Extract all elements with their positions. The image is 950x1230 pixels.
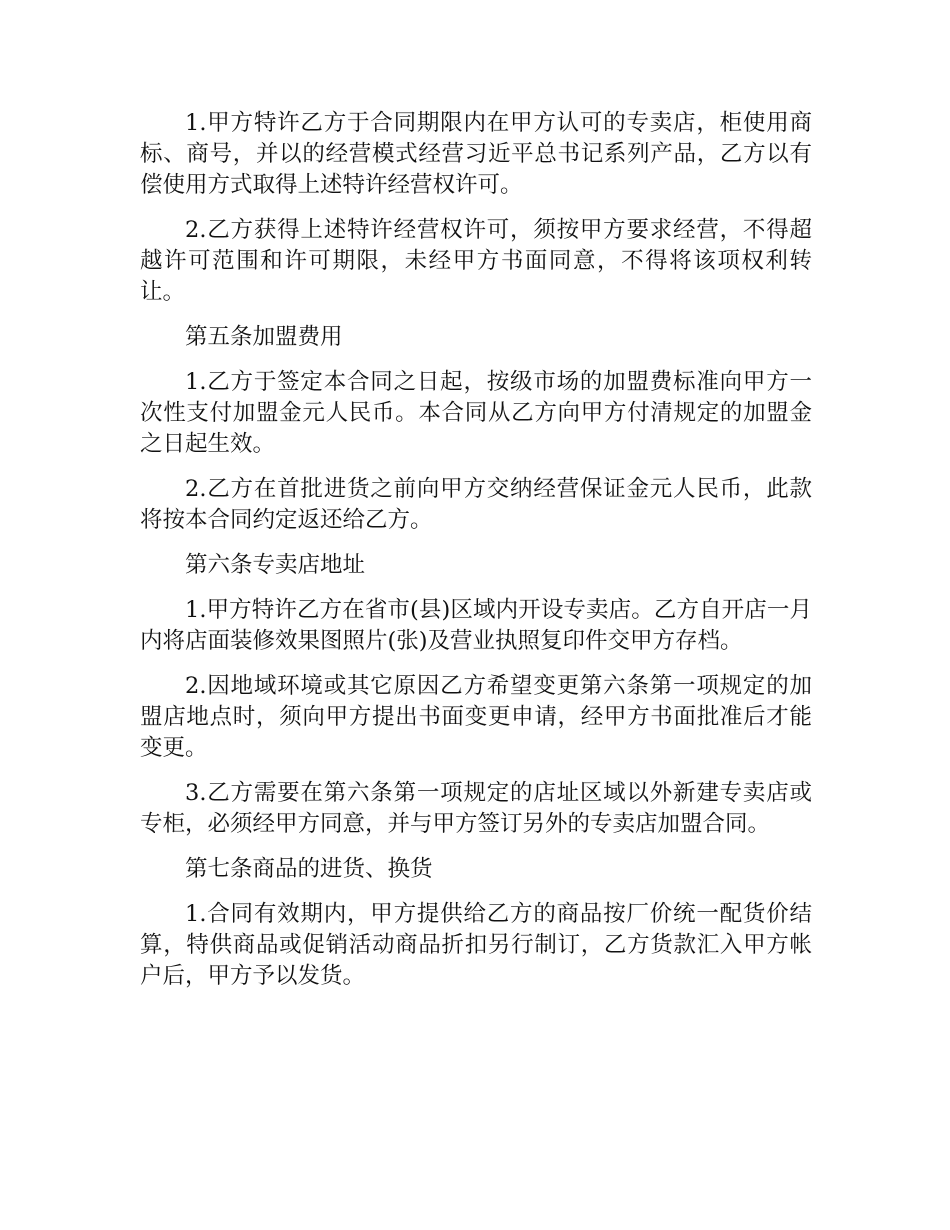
document-page xyxy=(140,108,812,1006)
section-heading: 第七条商品的进货、换货 xyxy=(185,856,433,882)
clause-paragraph: 1.甲方特许乙方在省市(县)区域内开设专卖店。乙方自开店一月内将店面装修效果图照片(张)及营业执照复印件交甲方存档。 xyxy=(140,597,812,654)
clause-paragraph: 2.乙方在首批进货之前向甲方交纳经营保证金元人民币，此款将按本合同约定返还给乙方。 xyxy=(140,476,812,533)
clause-paragraph: 1.甲方特许乙方于合同期限内在甲方认可的专卖店，柜使用商标、商号，并以的经营模式经营习近平总书记系列产品，乙方以有偿使用方式取得上述特许经营权许可。 xyxy=(140,110,812,198)
clause-paragraph: 2.因地域环境或其它原因乙方希望变更第六条第一项规定的加盟店地点时，须向甲方提出书面变更申请，经甲方书面批准后才能变更。 xyxy=(140,673,812,761)
clause-paragraph: 1.乙方于签定本合同之日起，按级市场的加盟费标准向甲方一次性支付加盟金元人民币。本合同从乙方向甲方付清规定的加盟金之日起生效。 xyxy=(140,369,812,457)
clause-paragraph: 2.乙方获得上述特许经营权许可，须按甲方要求经营，不得超越许可范围和许可期限，未经甲方书面同意，不得将该项权利转让。 xyxy=(140,217,812,305)
clause-paragraph: 1.合同有效期内，甲方提供给乙方的商品按厂价统一配货价结算，特供商品或促销活动商品折扣另行制订，乙方货款汇入甲方帐户后，甲方予以发货。 xyxy=(140,901,812,989)
section-heading: 第五条加盟费用 xyxy=(185,324,343,350)
clause-paragraph: 3.乙方需要在第六条第一项规定的店址区域以外新建专卖店或专柜，必须经甲方同意，并与甲方签订另外的专卖店加盟合同。 xyxy=(140,780,812,837)
section-heading: 第六条专卖店地址 xyxy=(185,552,366,578)
